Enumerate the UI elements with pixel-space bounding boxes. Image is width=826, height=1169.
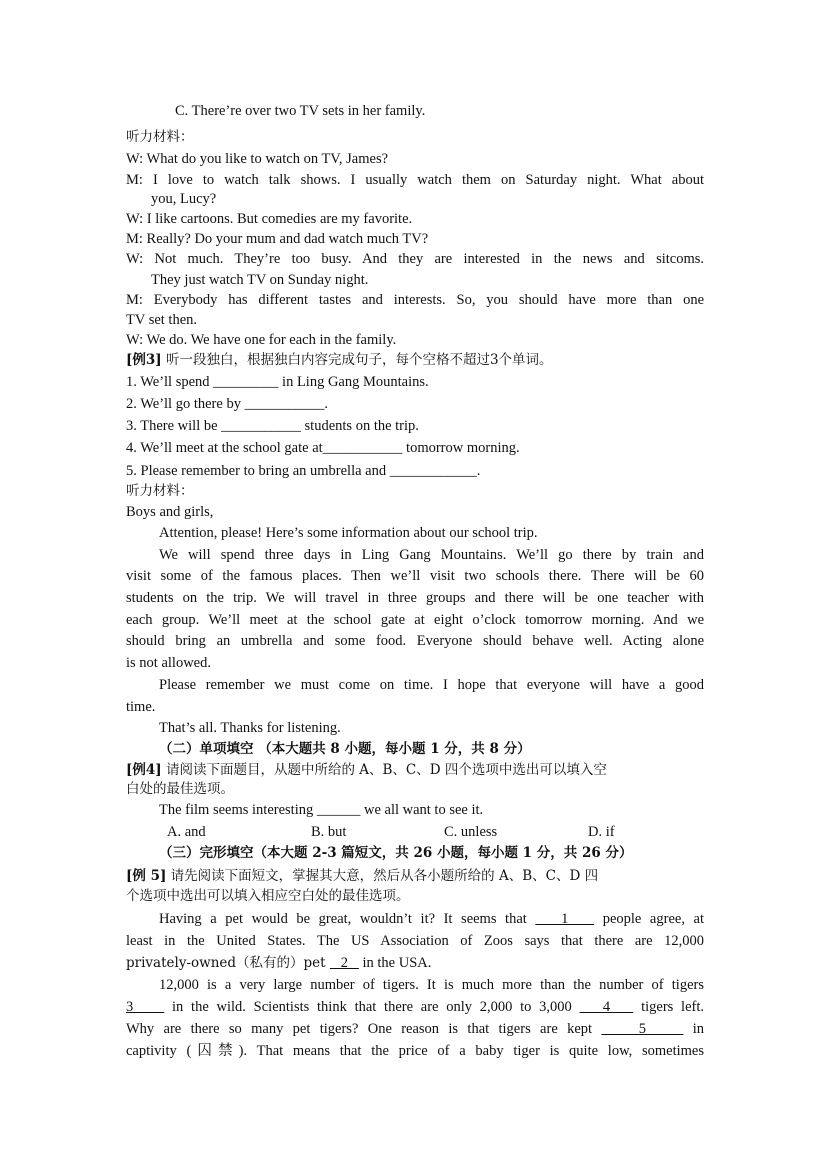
dialogue-line: W: We do. We have one for each in the family. bbox=[126, 332, 397, 348]
option-c: C. unless bbox=[444, 824, 498, 840]
dialogue-line: M: Really? Do your mum and dad watch much TV? bbox=[126, 231, 429, 247]
example-label: [例 5] bbox=[126, 868, 167, 884]
monologue-line: is not allowed. bbox=[126, 655, 211, 671]
passage-line: captivity (囚禁). That means that the price of a baby tiger is quite low, sometimes bbox=[126, 1043, 704, 1059]
monologue-line: students on the trip. We will travel in three groups and there will be one teacher with bbox=[126, 590, 704, 606]
dialogue-line: They just watch TV on Sunday night. bbox=[151, 272, 369, 288]
blank-5: 5 bbox=[601, 1021, 684, 1037]
listening-material-heading: 听力材料： bbox=[126, 483, 194, 499]
monologue-line: Attention, please! Here’s some information about our school trip. bbox=[159, 525, 538, 541]
blank-3: 3 bbox=[126, 999, 165, 1015]
instruction-text: 听一段独白，根据独白内容完成句子，每个空格不超过3个单词。 bbox=[161, 352, 553, 368]
monologue-line: time. bbox=[126, 699, 156, 715]
passage-text: people agree, at bbox=[594, 911, 704, 927]
passage-line bbox=[126, 1019, 704, 1039]
passage-text: Why are there so many pet tigers? One reason is that tigers are kept bbox=[126, 1021, 602, 1037]
example-5-instruction-cont: 个选项中选出可以填入相应空白处的最佳选项。 bbox=[126, 888, 410, 904]
question-5: 5. Please remember to bring an umbrella and ____________. bbox=[126, 463, 481, 479]
monologue-line: Boys and girls, bbox=[126, 504, 214, 520]
dialogue-line: W: What do you like to watch on TV, James? bbox=[126, 151, 389, 167]
example-label: [例3] bbox=[126, 352, 162, 368]
passage-line: least in the United States. The US Association of Zoos says that there are 12,000 bbox=[126, 933, 704, 949]
example-4-question: The film seems interesting ______ we all want to see it. bbox=[159, 802, 484, 818]
monologue-line: We will spend three days in Ling Gang Mountains. We’ll go there by train and bbox=[159, 547, 704, 563]
dialogue-line: M: Everybody has different tastes and interests. So, you should have more than one bbox=[126, 292, 704, 308]
listening-material-heading: 听力材料： bbox=[126, 129, 194, 145]
option-d: D. if bbox=[588, 824, 615, 840]
passage-text: in the USA. bbox=[358, 955, 432, 971]
passage-text: in bbox=[683, 1021, 705, 1037]
monologue-line: Please remember we must come on time. I hope that everyone will have a good bbox=[159, 677, 704, 693]
blank-1: 1 bbox=[535, 911, 595, 927]
example-3-instruction bbox=[126, 350, 704, 370]
instruction-text: 请先阅读下面短文，掌握其大意，然后从各小题所给的 A、B、C、D 四 bbox=[166, 868, 599, 884]
option-b: B. but bbox=[311, 824, 347, 840]
passage-text: tigers left. bbox=[633, 999, 704, 1015]
dialogue-line: M: I love to watch talk shows. I usually watch them on Saturday night. What about bbox=[126, 172, 704, 188]
monologue-line: visit some of the famous places. Then we’ll visit two schools there. There will be 60 bbox=[126, 568, 704, 584]
passage-text: privately-owned（私有的）pet bbox=[126, 955, 330, 971]
option-a: A. and bbox=[167, 824, 206, 840]
dialogue-line: W: I like cartoons. But comedies are my favorite. bbox=[126, 211, 413, 227]
monologue-line: should bring an umbrella and some food. Everyone should behave well. Acting alone bbox=[126, 633, 704, 649]
passage-text: Having a pet would be great, wouldn’t it? It seems that bbox=[159, 911, 536, 927]
example-4-instruction-cont: 白处的最佳选项。 bbox=[126, 781, 234, 797]
passage-text: in the wild. Scientists think that there are only 2,000 to 3,000 bbox=[164, 999, 580, 1015]
dialogue-line: W: Not much. They’re too busy. And they are interested in the news and sitcoms. bbox=[126, 251, 704, 267]
monologue-line: each group. We’ll meet at the school gate at eight o’clock tomorrow morning. And we bbox=[126, 612, 704, 628]
question-2: 2. We’ll go there by ___________. bbox=[126, 396, 328, 412]
question-4: 4. We’ll meet at the school gate at___________ tomorrow morning. bbox=[126, 440, 520, 456]
question-1: 1. We’ll spend _________ in Ling Gang Mountains. bbox=[126, 374, 429, 390]
blank-4: 4 bbox=[579, 999, 634, 1015]
blank-2: 2 bbox=[329, 955, 359, 971]
example-4-instruction bbox=[126, 760, 704, 780]
passage-line bbox=[159, 909, 704, 929]
example-5-instruction bbox=[126, 866, 704, 886]
dialogue-line: you, Lucy? bbox=[151, 191, 217, 207]
section-2-heading: （二）单项填空 （本大题共 8 小题，每小题 1 分，共 8 分） bbox=[159, 741, 531, 757]
passage-line: 12,000 is a very large number of tigers. It is much more than the number of tigers bbox=[159, 977, 704, 993]
example-label: [例4] bbox=[126, 762, 162, 778]
instruction-text: 请阅读下面题目，从题中所给的 A、B、C、D 四个选项中选出可以填入空 bbox=[161, 762, 607, 778]
passage-line bbox=[126, 997, 704, 1017]
section-3-heading: （三）完形填空（本大题 2-3 篇短文，共 26 小题，每小题 1 分，共 26 分） bbox=[159, 845, 633, 861]
dialogue-line: TV set then. bbox=[126, 312, 198, 328]
question-3: 3. There will be ___________ students on the trip. bbox=[126, 418, 419, 434]
option-c-line: C. There’re over two TV sets in her family. bbox=[175, 103, 426, 119]
passage-line bbox=[126, 953, 704, 973]
monologue-line: That’s all. Thanks for listening. bbox=[159, 720, 341, 736]
